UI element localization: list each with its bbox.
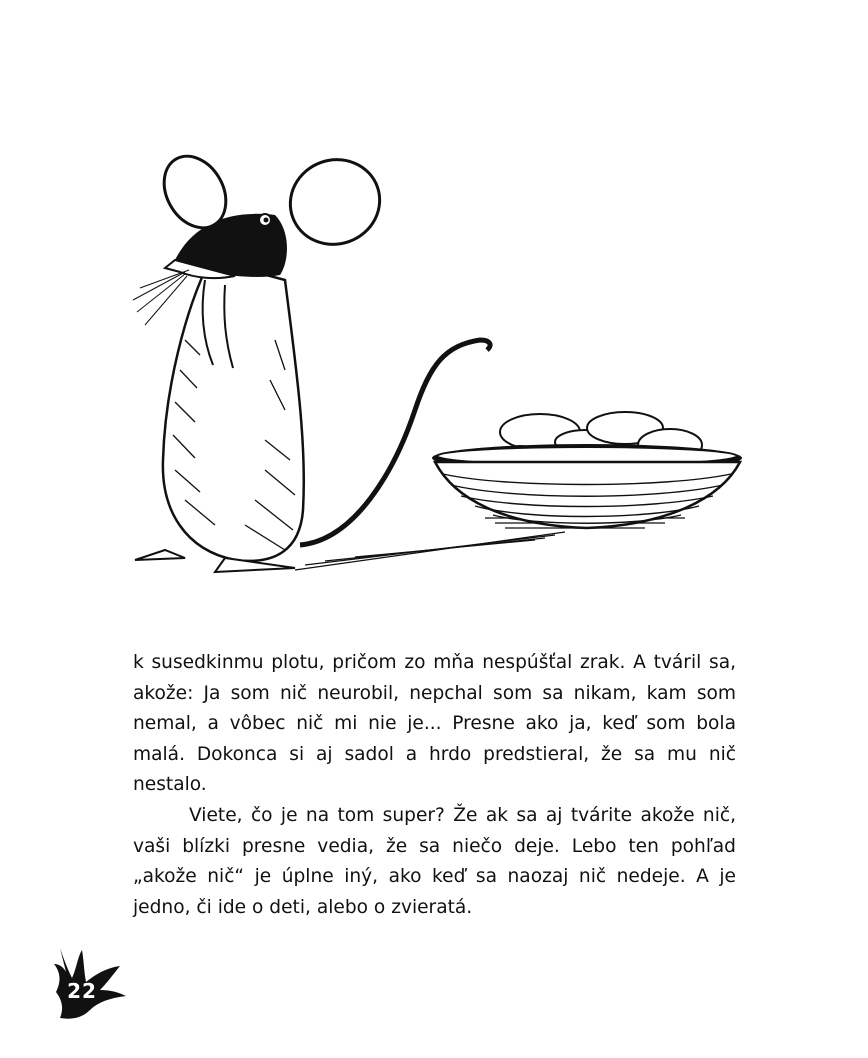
body-text [133,648,736,923]
ground-shadow [295,518,685,570]
paragraph: k susedkinmu plotu, pričom zo mňa nespúšťal zrak. A tváril sa, akože: Ja som nič neurobil, nepchal som sa nikam, kam som nemal, a vôbec nič mi nie je... Presne ako ja, keď som bola malá. Dokonca si aj sadol a hrdo predstieral, že sa mu nič nestalo. [133,652,736,796]
bowl-of-nuts [432,412,742,528]
page-number: 22 [67,979,97,1003]
mouse [133,145,490,572]
paragraph: Viete, čo je na tom super? Že ak sa aj tvárite akože nič, vaši blízki presne vedia, že sa niečo deje. Lebo ten pohľad „akože nič“ je úplne iný, ako keď sa naozaj nič nedeje. A je jedno, či ide o deti, alebo o zvieratá. [133,804,736,918]
mouse-with-nuts-illustration [125,140,755,590]
